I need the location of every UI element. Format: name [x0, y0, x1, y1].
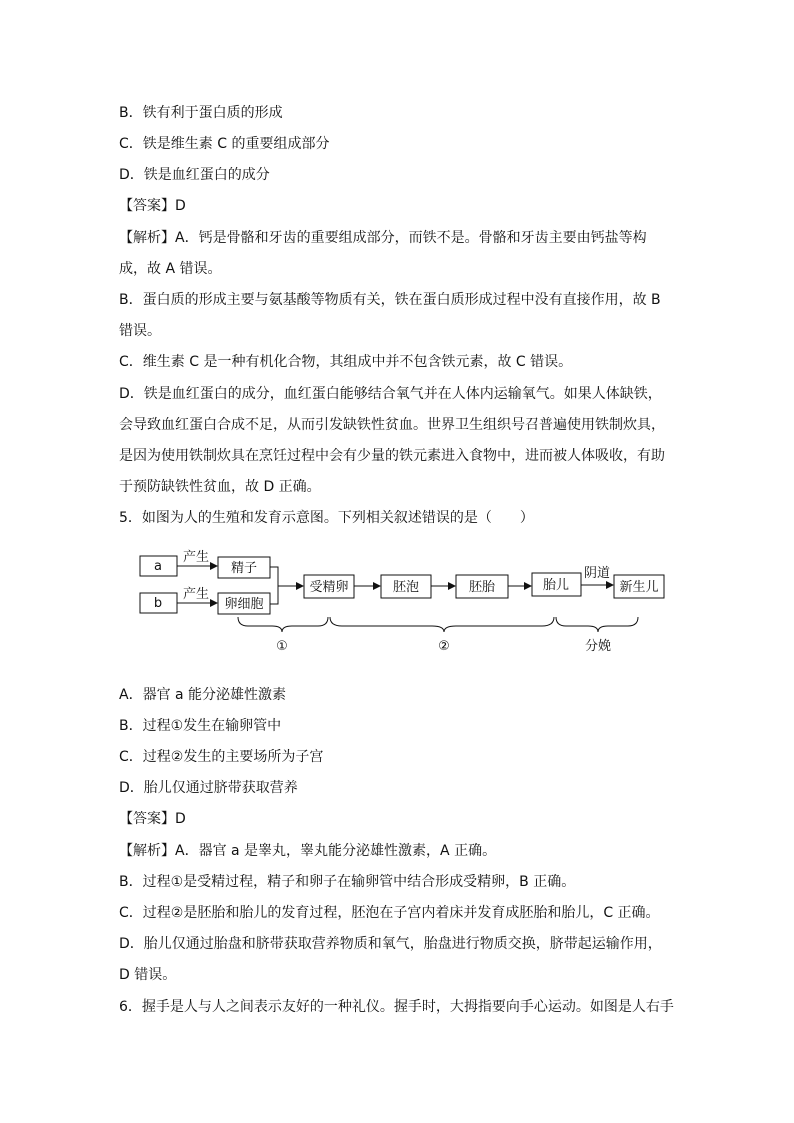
label-fetus: 胎儿 [542, 578, 570, 593]
label-sperm: 精子 [230, 561, 258, 576]
q5-answer: 【答案】D [119, 811, 186, 827]
q4-analysis-line: 【解析】A．钙是骨骼和牙齿的重要组成部分，而铁不是。骨骼和牙齿主要由钙盐等构 [119, 230, 647, 246]
q5-analysis-line: B．过程①是受精过程，精子和卵子在输卵管中结合形成受精卵，B 正确。 [119, 874, 576, 890]
label-blastocyst: 胚泡 [392, 580, 420, 595]
brace-2 [330, 617, 554, 632]
q4-analysis-line: D．铁是血红蛋白的成分，血红蛋白能够结合氧气并在人体内运输氧气。如果人体缺铁， [119, 386, 662, 402]
label-egg: 卵细胞 [224, 597, 264, 612]
q5-stem: 5．如图为人的生殖和发育示意图。下列相关叙述错误的是（ ） [119, 510, 534, 526]
label-embryo: 胚胎 [468, 580, 496, 595]
q5-analysis-line: D．胎儿仅通过胎盘和脐带获取营养物质和氧气，胎盘进行物质交换，脐带起运输作用， [119, 936, 662, 952]
q5-option-d: D．胎儿仅通过脐带获取营养 [119, 780, 298, 796]
label-vagina: 阴道 [583, 566, 611, 581]
q6-stem: 6．握手是人与人之间表示友好的一种礼仪。握手时，大拇指要向手心运动。如图是人右手 [119, 999, 674, 1015]
label-produce-bottom: 产生 [182, 587, 210, 602]
label-a: a [154, 559, 162, 574]
q4-analysis-line: 是因为使用铁制炊具在烹饪过程中会有少量的铁元素进入食物中，进而被人体吸收，有助 [119, 448, 665, 464]
q4-analysis-line: 于预防缺铁性贫血，故 D 正确。 [119, 479, 321, 495]
brace-3 [556, 617, 638, 632]
q5-analysis-line: 【解析】A．器官 a 是睾丸，睾丸能分泌雄性激素，A 正确。 [119, 843, 497, 859]
label-zygote: 受精卵 [309, 580, 349, 595]
label-b: b [153, 596, 163, 611]
q5-analysis-line: C．过程②是胚胎和胎儿的发育过程，胚泡在子宫内着床并发育成胚胎和胎儿，C 正确。 [119, 905, 660, 921]
q5-option-b: B．过程①发生在输卵管中 [119, 718, 282, 734]
q5-analysis-line: D 错误。 [119, 967, 177, 983]
q4-analysis-line: 会导致血红蛋白合成不足，从而引发缺铁性贫血。世界卫生组织号召普遍使用铁制炊具， [119, 417, 665, 433]
q4-analysis-line: 成，故 A 错误。 [119, 261, 222, 277]
q5-option-c: C．过程②发生的主要场所为子宫 [119, 749, 324, 765]
q4-analysis-line: B．蛋白质的形成主要与氨基酸等物质有关，铁在蛋白质形成过程中没有直接作用，故 B [119, 292, 661, 308]
label-newborn: 新生儿 [619, 580, 659, 595]
q4-analysis-line: 错误。 [119, 323, 161, 339]
q4-analysis-line: C．维生素 C 是一种有机化合物，其组成中并不包含铁元素，故 C 错误。 [119, 354, 573, 370]
q4-option-c: C．铁是维生素 C 的重要组成部分 [119, 136, 330, 152]
label-delivery: 分娩 [584, 639, 612, 654]
q5-option-a: A．器官 a 能分泌雄性激素 [119, 687, 287, 703]
label-produce-top: 产生 [182, 550, 210, 565]
q4-answer: 【答案】D [119, 198, 186, 214]
brace-1 [238, 617, 328, 632]
label-process-2: ② [438, 639, 450, 654]
q4-option-d: D．铁是血红蛋白的成分 [119, 167, 270, 183]
label-process-1: ① [276, 639, 288, 654]
q4-option-b: B．铁有利于蛋白质的形成 [119, 105, 283, 121]
